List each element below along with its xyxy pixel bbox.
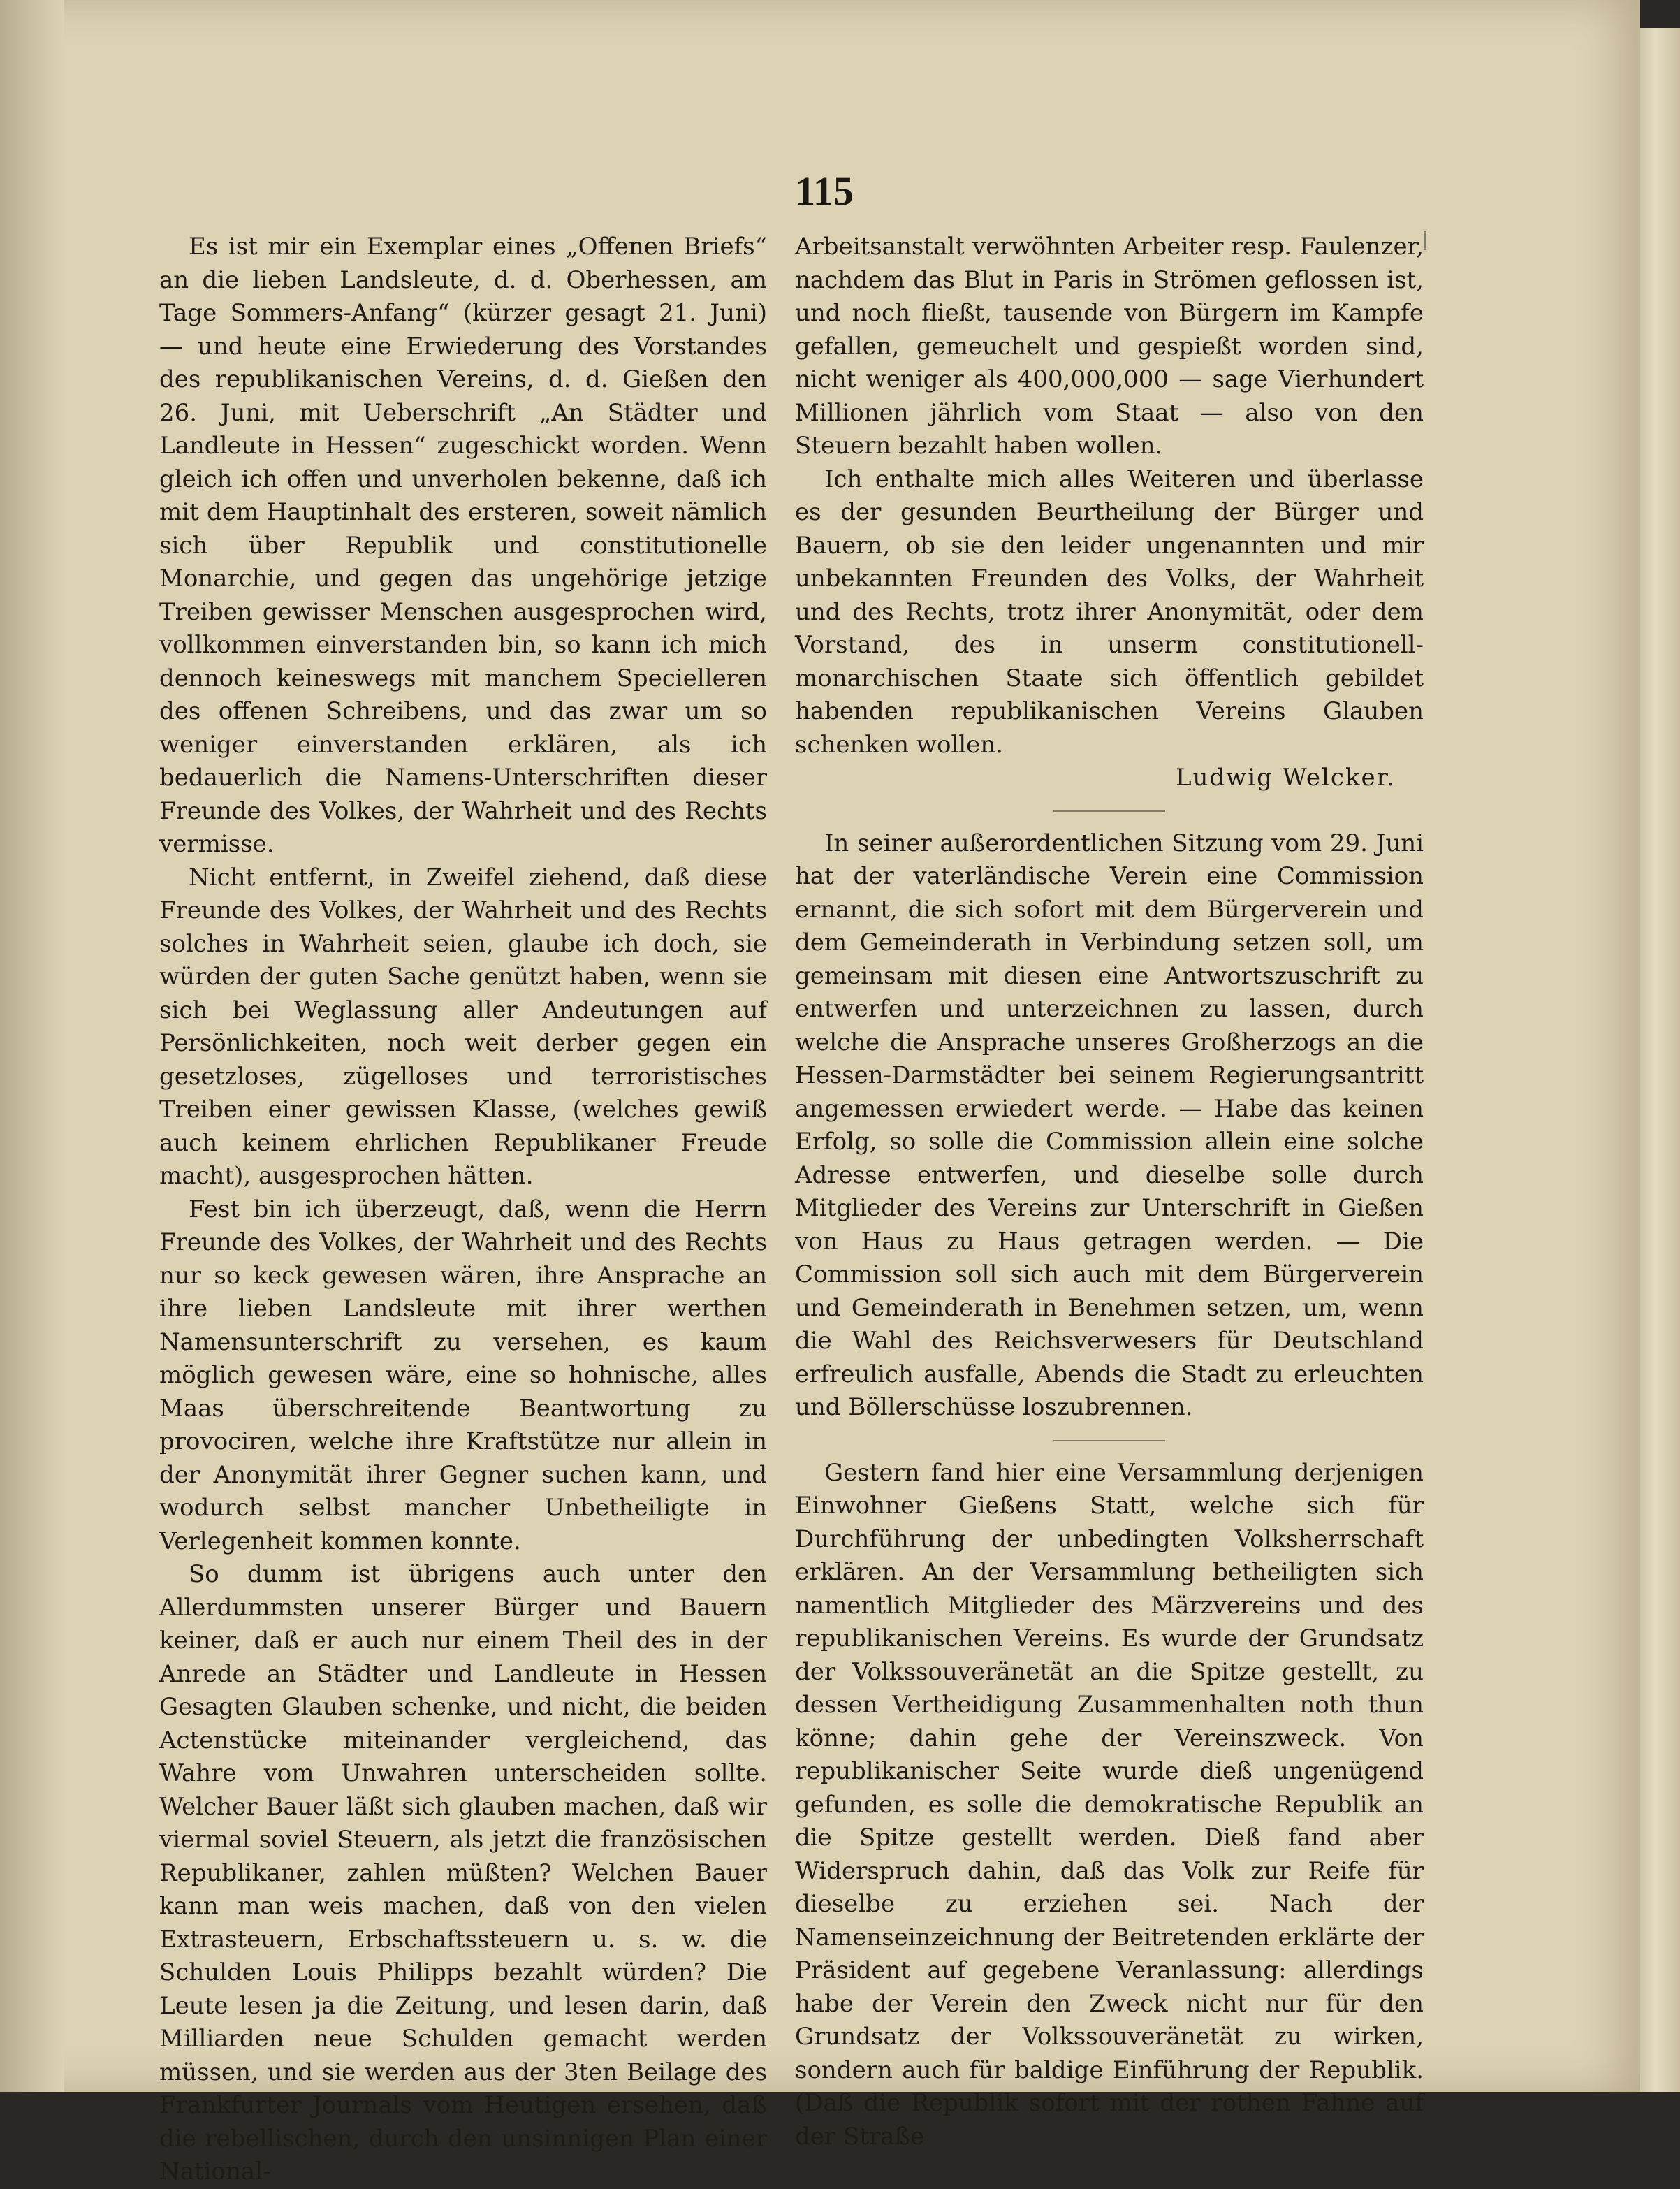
- section-divider: [1053, 810, 1165, 812]
- paragraph: Gestern fand hier eine Versammlung derjenigen Einwohner Gießens Statt, welche sich für Durchführung der unbedingten Volksherrschaft erklären. An der Versammlung betheiligten sich namentlich Mitglieder des Märzvereins und des republikanischen Vereins. Es wurde der Grundsatz der Volkssouveränetät an die Spitze gestellt, zu dessen Vertheidigung Zusammenhalten noth thun könne; dahin gehe der Vereinszweck. Von republikanischer Seite wurde dieß ungenügend gefunden, es solle die demokratische Republik an die Spitze gestellt werden. Dieß fand aber Widerspruch dahin, daß das Volk zur Reife für dieselbe zu erziehen sei. Nach der Namenseinzeichnung der Beitretenden erklärte der Präsident auf gegebene Veranlassung: allerdings habe der Verein den Zweck nicht nur für den Grundsatz der Volkssouveränetät zu wirken, sondern auch für baldige Einführung der Republik. (Daß die Republik sofort mit der rothen Fahne auf der Straße: [795, 1458, 1424, 2151]
- section-divider: [1053, 1440, 1165, 1441]
- margin-mark: [1424, 231, 1426, 250]
- paragraph: So dumm ist übrigens auch unter den Allerdummsten unserer Bürger und Bauern keiner, daß er auch nur einem Theil des in der Anrede an Städter und Landleute in Hessen Gesagten Glauben schenke, und nicht, die beiden Actenstücke miteinander vergleichend, das Wahre vom Unwahren unterscheiden sollte. Welcher Bauer läßt sich glauben machen, daß wir viermal soviel Steuern, als jetzt die französischen Republikaner, zahlen müßten? Welchen Bauer kann man weis machen, daß von den vielen Extrasteuern, Erbschaftssteuern u. s. w. die Schulden Louis Philipps bezahlt würden? Die Leute lesen ja die Zeitung, und lesen darin, daß Milliarden neue Schulden gemacht werden müssen, und sie werden aus der 3ten Beilage des Frankfurter Journals vom Heutigen ersehen, daß die rebellischen, durch den unsinnigen Plan einer National-: [159, 1560, 767, 2186]
- paragraph: Arbeitsanstalt verwöhnten Arbeiter resp. Faulenzer, nachdem das Blut in Paris in Strömen geflossen ist, und noch fließt, tausende von Bürgern im Kampfe gefallen, gemeuchelt und gespießt worden sind, nicht weniger als 400,000,000 — sage Vierhundert Millionen jährlich vom Staat — also von den Steuern bezahlt haben wollen.: [795, 233, 1424, 460]
- paragraph: Nicht entfernt, in Zweifel ziehend, daß diese Freunde des Volkes, der Wahrheit und des Rechts solches in Wahrheit seien, glaube ich doch, sie würden der guten Sache genützt haben, wenn sie sich bei Weglassung aller Andeutungen auf Persönlichkeiten, noch weit derber gegen ein gesetzloses, zügelloses und terroristisches Treiben einer gewissen Klasse, (welches gewiß auch keinem ehrlichen Republikaner Freude macht), ausgesprochen hätten.: [159, 863, 767, 1190]
- paragraph: Ich enthalte mich alles Weiteren und überlasse es der gesunden Beurtheilung der Bürger und Bauern, ob sie den leider ungenannten und mir unbekannten Freunden des Volks, der Wahrheit und des Rechts, trotz ihrer Anonymität, oder dem Vorstand, des in unserm constitutionell-monarchischen Staate sich öffentlich gebildet habenden republikanischen Vereins Glauben schenken wollen.: [795, 465, 1424, 759]
- page-number: 115: [795, 168, 854, 214]
- paragraph: In seiner außerordentlichen Sitzung vom 29. Juni hat der vaterländische Verein eine Commission ernannt, die sich sofort mit dem Bürgerverein und dem Gemeinderath in Verbindung setzen soll, um gemeinsam mit diesen eine Antwortszuschrift zu entwerfen und unterzeichnen zu lassen, durch welche die Ansprache unseres Großherzogs an die Hessen-Darmstädter bei seinem Regierungsantritt angemessen erwiedert werde. — Habe das keinen Erfolg, so solle die Commission allein eine solche Adresse entwerfen, und dieselbe solle durch Mitglieder des Vereins zur Unterschrift in Gießen von Haus zu Haus getragen werden. — Die Commission soll sich auch mit dem Bürgerverein und Gemeinderath in Benehmen setzen, um, wenn die Wahl des Reichsverwesers für Deutschland erfreulich ausfalle, Abends die Stadt zu erleuchten und Böllerschüsse loszubrennen.: [795, 829, 1424, 1421]
- left-column: [159, 231, 767, 2189]
- page-edge: [1640, 28, 1680, 2092]
- page-gutter-shadow: [0, 0, 64, 2092]
- paragraph: Fest bin ich überzeugt, daß, wenn die Herrn Freunde des Volkes, der Wahrheit und des Rechts nur so keck gewesen wären, ihre Ansprache an ihre lieben Landsleute mit ihrer werthen Namensunterschrift zu versehen, es kaum möglich gewesen wäre, eine so hohnische, alles Maas überschreitende Beantwortung zu provociren, welche ihre Kraftstütze nur allein in der Anonymität ihrer Gegner suchen kann, und wodurch selbst mancher Unbetheiligte in Verlegenheit kommen konnte.: [159, 1195, 767, 1555]
- paragraph: Es ist mir ein Exemplar eines „Offenen Briefs“ an die lieben Landsleute, d. d. Oberhessen, am Tage Sommers-Anfang“ (kürzer gesagt 21. Juni) — und heute eine Erwiederung des Vorstandes des republikanischen Vereins, d. d. Gießen den 26. Juni, mit Ueberschrift „An Städter und Landleute in Hessen“ zugeschickt worden. Wenn gleich ich offen und unverholen bekenne, daß ich mit dem Hauptinhalt des ersteren, soweit nämlich sich über Republik und constitutionelle Monarchie, und gegen das ungehörige jetzige Treiben gewisser Menschen ausgesprochen wird, vollkommen einverstanden bin, so kann ich mich dennoch keineswegs mit manchem Specielleren des offenen Schreibens, und das zwar um so weniger einverstanden erklären, als ich bedauerlich die Namens-Unterschriften dieser Freunde des Volkes, der Wahrheit und des Rechts vermisse.: [159, 233, 767, 858]
- right-column: [795, 231, 1424, 2153]
- signature: Ludwig Welcker.: [1175, 764, 1396, 792]
